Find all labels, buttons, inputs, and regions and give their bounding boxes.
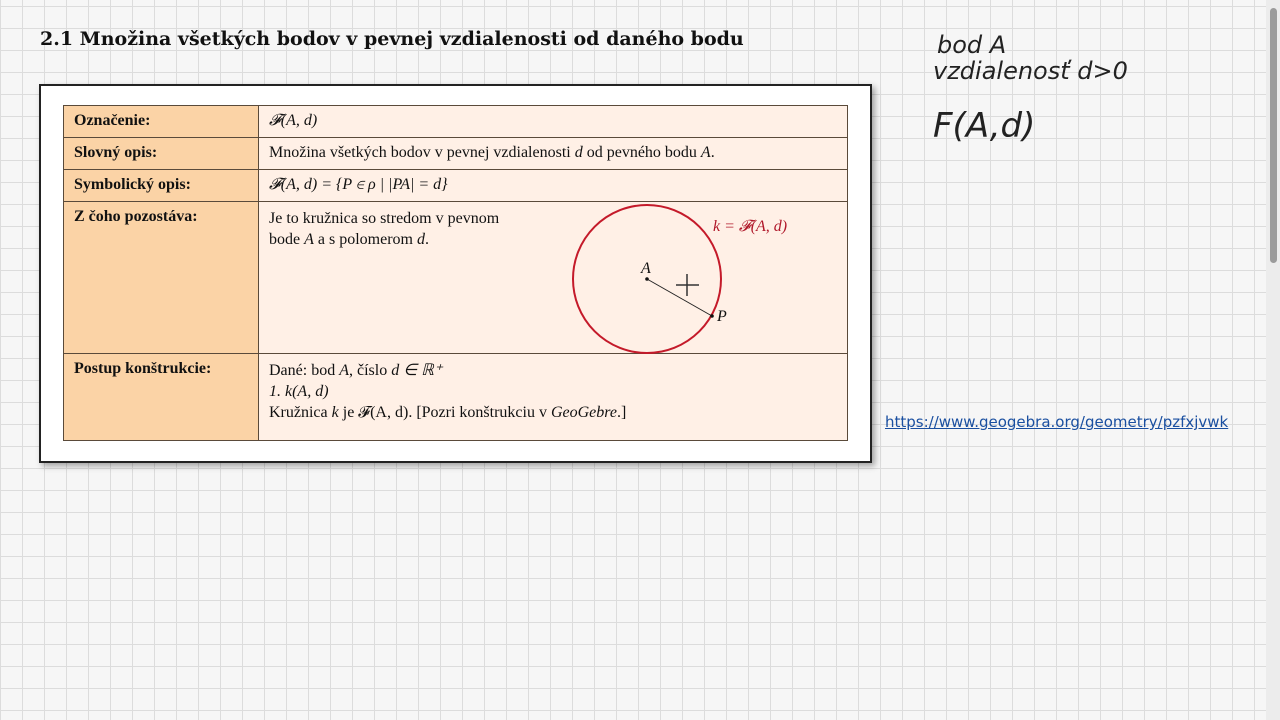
handwritten-line1: bod A <box>937 31 1007 59</box>
table-row <box>64 106 848 138</box>
slovny-end: . <box>710 144 715 161</box>
label-oznacenie: Označenie: <box>64 106 259 138</box>
pozostava-line1: Je to kružnica so stredom v pevnom <box>269 210 500 227</box>
postup-k: k <box>331 404 339 421</box>
pozostava-line2-mid: a s polomerom <box>317 231 413 248</box>
pozostava-text <box>269 208 569 250</box>
postup-line3 <box>269 402 837 423</box>
value-slovny-opis <box>259 138 848 170</box>
value-z-coho-pozostava <box>259 202 848 354</box>
postup-line1-post: , číslo <box>348 362 388 379</box>
oznacenie-math: 𝓕(A, d) <box>269 112 318 129</box>
postup-line1 <box>269 360 837 381</box>
table-row <box>64 202 848 354</box>
table-row <box>64 354 848 441</box>
value-postup-konstrukcie <box>259 354 848 441</box>
definition-table <box>63 105 848 441</box>
cursor-crosshair-icon <box>676 274 699 296</box>
postup-geogebra: GeoGebre <box>550 404 618 421</box>
page-title: 2.1 Množina všetkých bodov v pevnej vzdialenosti od daného bodu <box>40 28 744 50</box>
label-z-coho-pozostava: Z čoho pozostáva: <box>64 202 259 354</box>
label-p: P <box>717 308 727 325</box>
symbolicky-math: 𝓕(A, d) = {P ∈ ρ | |PA| = d} <box>269 176 448 193</box>
label-k: k = 𝓕(A, d) <box>713 218 788 235</box>
label-slovny-opis: Slovný opis: <box>64 138 259 170</box>
handwritten-notes <box>925 25 1225 155</box>
handwritten-line3: F(A,d) <box>933 106 1036 146</box>
definition-card <box>39 84 872 463</box>
table-row <box>64 138 848 170</box>
scrollbar[interactable] <box>1266 0 1280 720</box>
pozostava-line2-pre: bode <box>269 231 301 248</box>
value-oznacenie <box>259 106 848 138</box>
label-postup-konstrukcie: Postup konštrukcie: <box>64 354 259 441</box>
circle-figure <box>569 199 809 359</box>
slovny-d: d <box>574 144 583 161</box>
value-symbolicky-opis <box>259 170 848 202</box>
label-a: A <box>641 260 651 277</box>
postup-math: d ∈ ℝ⁺ <box>391 362 443 379</box>
slovny-a: A <box>700 144 711 161</box>
postup-line3-mid: je 𝓕(A, d). [Pozri konštrukciu v <box>342 404 547 421</box>
point-p <box>710 314 714 318</box>
postup-a: A <box>339 362 349 379</box>
table-row <box>64 170 848 202</box>
slovny-text-mid: od pevného bodu <box>586 144 697 161</box>
point-a <box>645 277 649 281</box>
pozostava-d: d <box>416 231 425 248</box>
pozostava-a: A <box>304 231 314 248</box>
postup-line3-end: .] <box>617 404 627 421</box>
handwritten-line2: vzdialenosť d>0 <box>933 57 1128 85</box>
label-symbolicky-opis: Symbolický opis: <box>64 170 259 202</box>
pozostava-line2 <box>269 229 569 250</box>
scrollbar-thumb[interactable] <box>1270 8 1277 263</box>
slovny-text-pre: Množina všetkých bodov v pevnej vzdialenosti <box>269 144 571 161</box>
postup-line3-pre: Kružnica <box>269 404 328 421</box>
pozostava-end: . <box>424 231 429 248</box>
postup-line2: 1. k(A, d) <box>269 383 329 400</box>
geogebra-link[interactable]: https://www.geogebra.org/geometry/pzfxjvwk <box>885 413 1229 431</box>
postup-line1-pre: Dané: bod <box>269 362 336 379</box>
